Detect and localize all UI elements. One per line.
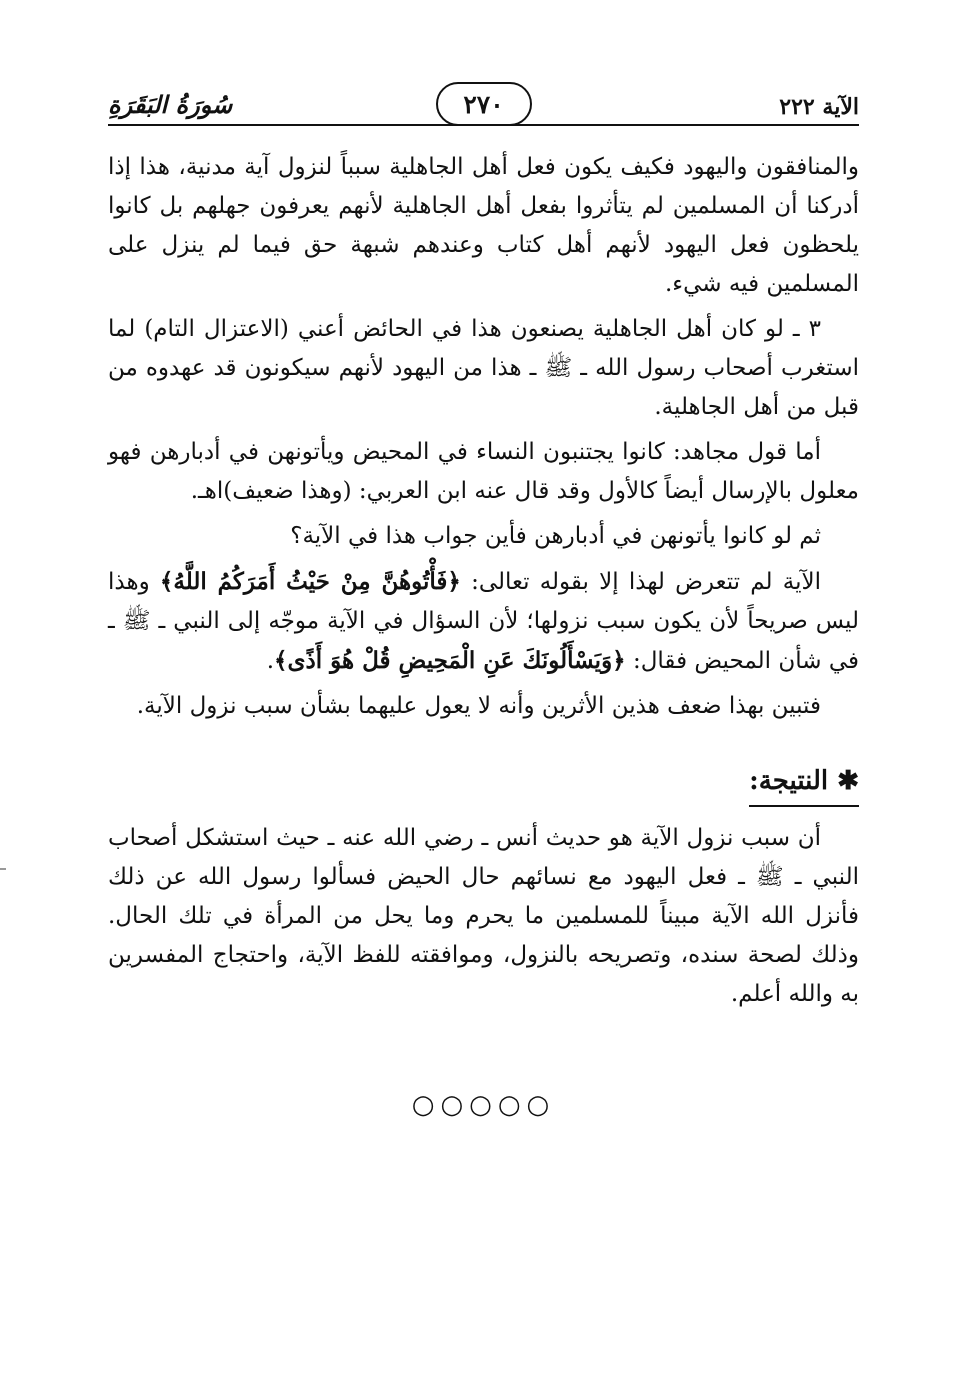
paragraph: ٣ ـ لو كان أهل الجاهلية يصنعون هذا في الحائض أعني (الاعتزال التام) لما استغرب أصحاب رسول الله ـ ﷺ ـ هذا من اليهود لأنهم سيكونون قد عهدوه من قبل من أهل الجاهلية. bbox=[108, 316, 859, 420]
margin-mark bbox=[0, 868, 6, 870]
surah-name: سُورَةُ البَقَرَةِ bbox=[108, 90, 233, 119]
verse-label: الآية ٢٢٢ bbox=[779, 94, 859, 120]
verse-paragraph bbox=[108, 562, 859, 681]
quran-quote: ﴿فَأْتُوهُنَّ مِنْ حَيْثُ أَمَرَكُمُ اللَّهُ﴾ bbox=[159, 568, 461, 595]
section-heading: ✱ النتيجة: bbox=[749, 762, 859, 807]
verse-text-after: . bbox=[266, 648, 274, 674]
verse-text-before: الآية لم تتعرض لهذا إلا بقوله تعالى: bbox=[460, 569, 821, 595]
paragraph: فتبين بهذا ضعف هذين الأثرين وأنه لا يعول عليهما بشأن سبب نزول الآية. bbox=[136, 693, 821, 719]
quran-quote: ﴿وَيَسْأَلُونَكَ عَنِ الْمَحِيضِ قُلْ هُوَ أَذًى﴾ bbox=[274, 647, 626, 674]
result-heading-row bbox=[108, 732, 859, 819]
page-header bbox=[108, 82, 859, 126]
body-text bbox=[108, 148, 859, 1020]
end-ornament: ○○○○○ bbox=[411, 1090, 556, 1120]
paragraph: والمنافقون واليهود فكيف يكون فعل أهل الجاهلية سبباً لنزول آية مدنية، هذا إذا أدركنا أن المسلمين لم يتأثروا بفعل أهل الجاهلية لأنهم يعرفون جهلهم بل كانوا يلحظون فعل اليهود لأنهم أهل كتاب وعندهم شبهة حق فيما لم ينزل على المسلمين فيه شيء. bbox=[108, 154, 859, 297]
paragraph: أن سبب نزول الآية هو حديث أنس ـ رضي الله عنه ـ حيث استشكل أصحاب النبي ـ ﷺ ـ فعل اليهود مع نسائهم حال الحيض فسألوا رسول الله عن ذلك فأنزل الله الآية مبيناً للمسلمين ما يحرم وما يحل من المرأة في تلك الحال. وذلك لصحة سنده، وتصريحه بالنزول، وموافقته للفظ الآية، واحتجاج المفسرين به والله أعلم. bbox=[108, 825, 859, 1007]
verse-text-middle: وهذا ليس صريحاً لأن يكون سبب نزولها؛ لأن السؤال في الآية موجّه إلى النبي ـ ﷺ ـ في شأن المحيض فقال: bbox=[108, 569, 859, 674]
paragraph: أما قول مجاهد: كانوا يجتنبون النساء في المحيض ويأتونهن في أدبارهن فهو معلول بالإرسال أيضاً كالأول وقد قال عنه ابن العربي: (وهذا ضعيف)اهـ. bbox=[108, 439, 859, 504]
page-number: ٢٧٠ bbox=[436, 82, 532, 126]
paragraph: ثم لو كانوا يأتونهن في أدبارهن فأين جواب هذا في الآية؟ bbox=[290, 523, 821, 549]
